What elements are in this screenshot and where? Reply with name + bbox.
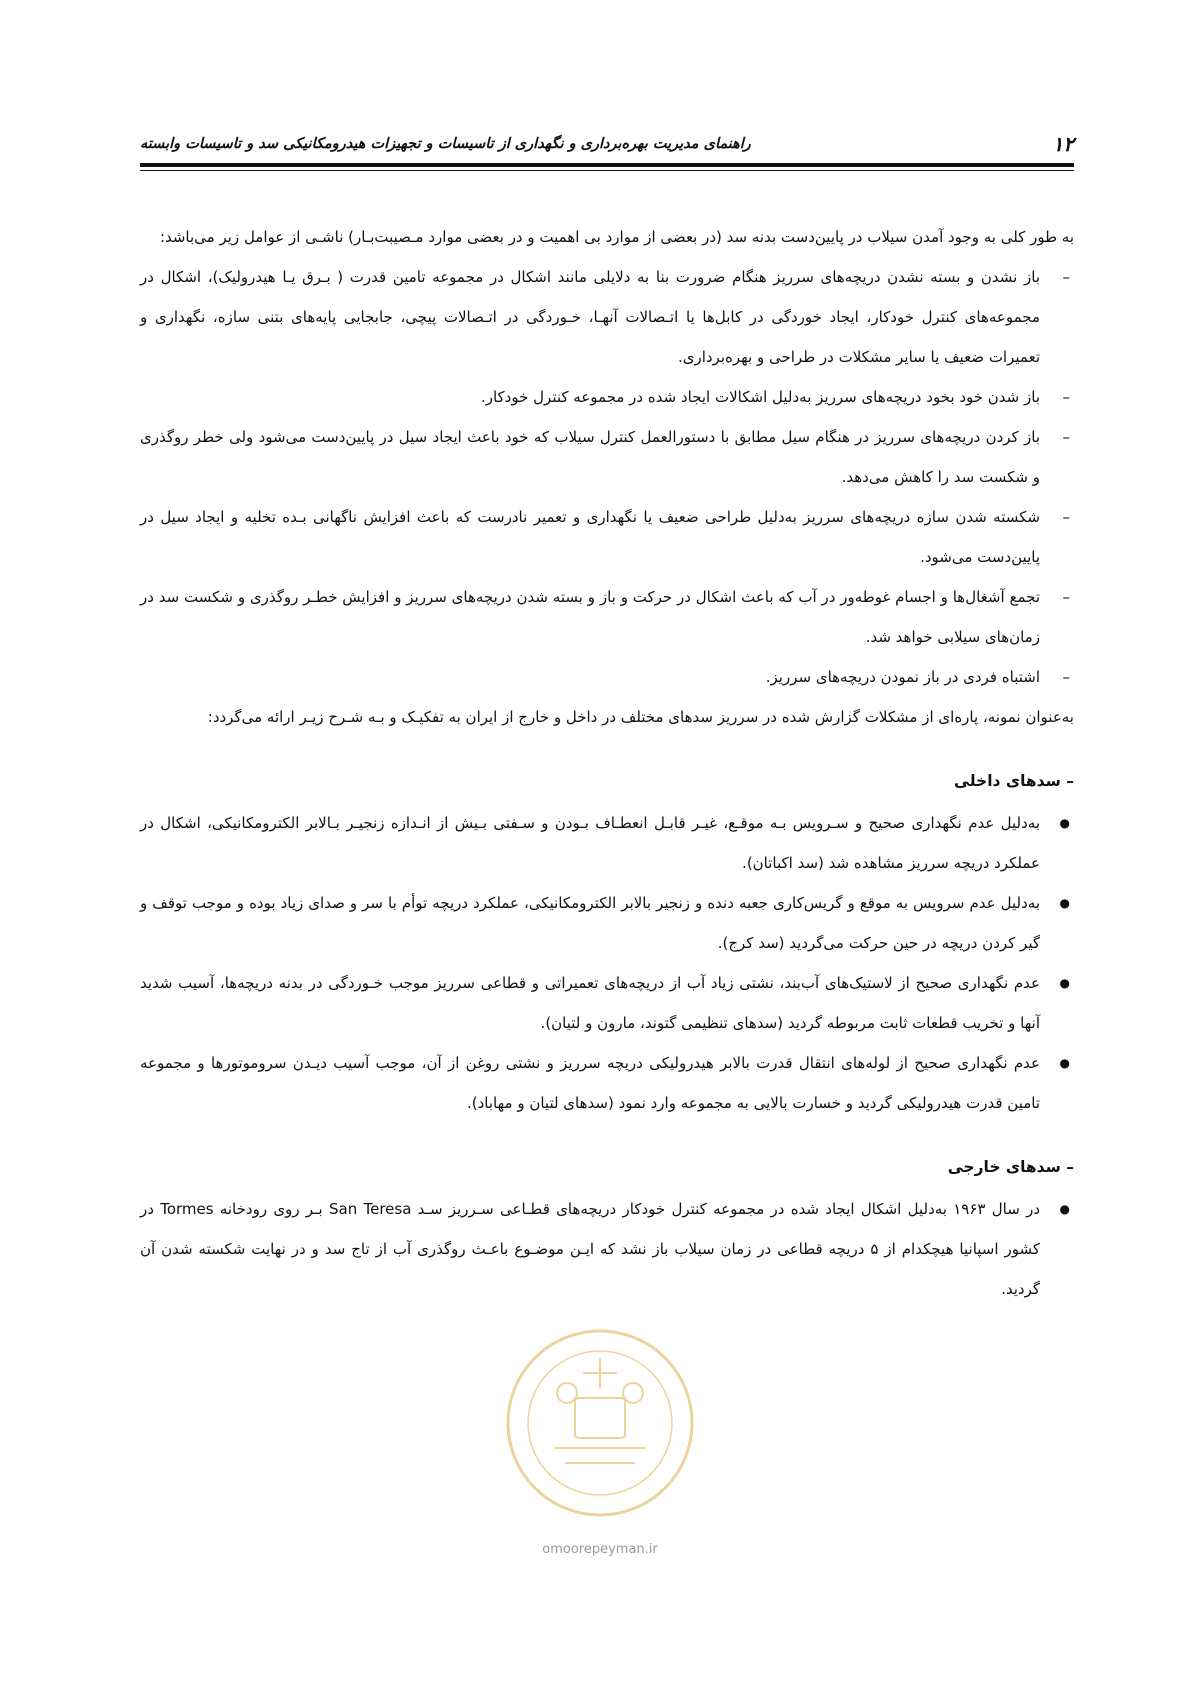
list-item: [140, 1043, 1074, 1123]
list-item: [140, 577, 1074, 657]
page-number: ۱۲: [1052, 132, 1074, 156]
list-item: [140, 497, 1074, 577]
list-item-text: در سال ۱۹۶۳ به‌دلیل اشکال ایجاد شده در مجموعه کنترل خودکار دریچه‌های قطـاعی سـرریز سـد San Teresa بـر روی رودخانه Tormes در کشور اسپانیا هیچکدام از ۵ دریچه قطاعی در زمان سیلاب باز نشد که ایـن موضـوع باعـث روگذری آب از تاج سد و در نهایت شکسته شدن آن گردید.: [140, 1200, 1041, 1298]
list-item-text: اشتباه فردی در باز نمودن دریچه‌های سرریز.: [765, 668, 1040, 686]
header-rule-thick: [140, 163, 1074, 167]
body-text: [140, 217, 1074, 1309]
list-item: [140, 963, 1074, 1043]
bullet-marker: ●: [1059, 1202, 1070, 1216]
list-item-text: به‌دلیل عدم نگهداری صحیح و سـرویس بـه موقـع، غیـر قابـل انعطـاف بـودن و سـفتی بـیش از انـدازه زنجیـر بـالابر الکترومکانیکی، اشکال در عملکرد دریچه سرریز مشاهده شد (سد اکباتان).: [140, 814, 1040, 872]
list-item: [140, 417, 1074, 497]
header-rule-thin: [140, 170, 1074, 171]
bullet-marker: ●: [1059, 896, 1070, 910]
list-item: [140, 883, 1074, 963]
dash-marker: –: [1062, 428, 1070, 446]
section-heading-domestic: – سدهای داخلی: [954, 772, 1074, 790]
page-header: [140, 126, 1074, 162]
list-item: [140, 257, 1074, 377]
list-item-text: عدم نگهداری صحیح از لاستیک‌های آب‌بند، نشتی زیاد آب از دریچه‌های تعمیراتی و قطاعی سرریز موجب خـوردگی در بدنه دریچه‌ها، آسیب شدید آنها و تخریب قطعات ثابت مربوطه گردید (سدهای تنظیمی گتوند، مارون و لتیان).: [140, 974, 1040, 1032]
dash-marker: –: [1062, 508, 1070, 526]
list-item-text: باز شدن خود بخود دریچه‌های سرریز به‌دلیل اشکالات ایجاد شده در مجموعه کنترل خودکار.: [480, 388, 1040, 406]
list-item: [140, 657, 1074, 697]
dash-marker: –: [1062, 268, 1070, 286]
intro-paragraph: به طور کلی به وجود آمدن سیلاب در پایین‌دست بدنه سد (در بعضی از موارد بی اهمیت و در بعضی موارد مـصیبت‌بـار) ناشـی از عوامل زیر می‌باشد:: [159, 228, 1074, 246]
list-item-text: عدم نگهداری صحیح از لوله‌های انتقال قدرت بالابر هیدرولیکی دریچه سرریز و نشتی روغن از آن، موجب آسیب دیـدن سروموتورها و مجموعه تامین قدرت هیدرولیکی گردید و خسارت بالایی به مجموعه وارد نمود (سدهای لتیان و مهاباد).: [140, 1054, 1040, 1112]
examples-intro: به‌عنوان نمونه، پاره‌ای از مشکلات گزارش شده در سرریز سدهای مختلف در داخل و خارج از ایران به تفکیـک و بـه شـرح زیـر ارائه می‌گردد:: [207, 708, 1074, 726]
bullet-marker: ●: [1059, 1056, 1070, 1070]
section-heading-foreign: – سدهای خارجی: [947, 1158, 1074, 1176]
list-item-text: به‌دلیل عدم سرویس به موقع و گریس‌کاری جعبه دنده و زنجیر بالابر الکترومکانیکی، عملکرد دریچه توأم با سر و صدای زیاد بوده و موجب توقف و گیر کردن دریچه در حین حرکت می‌گردید (سد کرج).: [140, 894, 1040, 952]
foreign-list: [140, 1189, 1074, 1309]
dash-marker: –: [1062, 668, 1070, 686]
list-item-text: تجمع آشغال‌ها و اجسام غوطه‌ور در آب که باعث اشکال در حرکت و باز و بسته شدن دریچه‌های سرریز و افزایش خطـر روگذری و شکست سد در زمان‌های سیلابی خواهد شد.: [140, 588, 1040, 646]
list-item-text: باز کردن دریچه‌های سرریز در هنگام سیل مطابق با دستورالعمل کنترل سیلاب که خود باعث ایجاد سیل در پایین‌دست می‌شود ولی خطر روگذری و شکست سد را کاهش می‌دهد.: [140, 428, 1040, 486]
domestic-list: [140, 803, 1074, 1123]
list-item: [140, 803, 1074, 883]
running-title: راهنمای مدیریت بهره‌برداری و نگهداری از تاسیسات و تجهیزات هیدرومکانیکی سد و تاسیسات وابسته: [140, 136, 751, 152]
causes-list: [140, 257, 1074, 697]
list-item-text: شکسته شدن سازه دریچه‌های سرریز به‌دلیل طراحی ضعیف یا نگهداری و تعمیر نادرست که باعث افزایش ناگهانی بـده تخلیه و ایجاد سیل در پایین‌دست می‌شود.: [140, 508, 1040, 566]
bullet-marker: ●: [1059, 816, 1070, 830]
list-item: [140, 1189, 1074, 1309]
watermark-url: omoorepeyman.ir: [542, 1542, 658, 1557]
list-item: [140, 377, 1074, 417]
bullet-marker: ●: [1059, 976, 1070, 990]
dash-marker: –: [1062, 588, 1070, 606]
watermark-seal-icon: [495, 1318, 705, 1528]
dash-marker: –: [1062, 388, 1070, 406]
list-item-text: باز نشدن و بسته نشدن دریچه‌های سرریز هنگام ضرورت بنا به دلایلی مانند اشکال در مجموعه تامین قدرت ( بـرق یـا هیدرولیک)، اشکال در مجموعه‌های کنترل خودکار، ایجاد خوردگی در کابل‌ها یا اتـصالات آنهـا، خـوردگی در اتـصالات پیچی، جابجایی پایه‌های بتنی سازه، نگهداری و تعمیرات ضعیف یا سایر مشکلات در طراحی و بهره‌برداری.: [140, 268, 1040, 366]
